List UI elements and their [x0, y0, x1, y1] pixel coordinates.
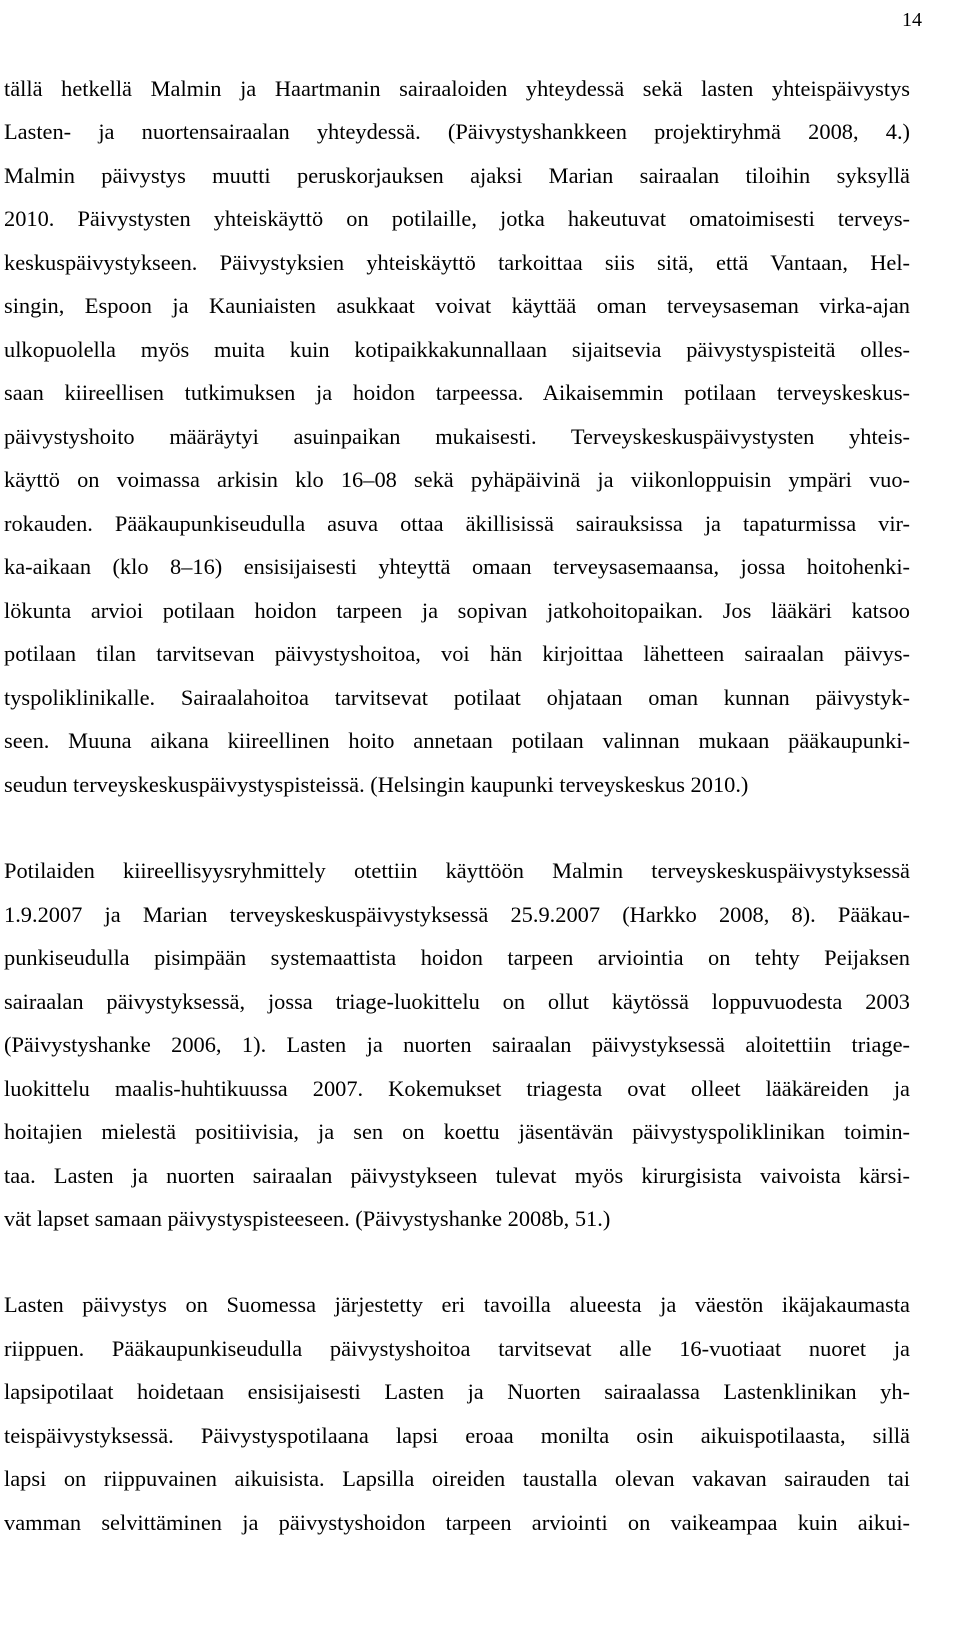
- text-line: vamman selvittäminen ja päivystyshoidon tarpeen arviointi on vaikeampaa kuin aikui-: [4, 1510, 910, 1535]
- text-line: potilaan tilan tarvitsevan päivystyshoitoa, voi hän kirjoittaa lähetteen sairaalan päivys-: [4, 641, 910, 666]
- text-line: päivystyshoito määräytyi asuinpaikan mukaisesti. Terveyskeskuspäivystysten yhteis-: [4, 424, 910, 449]
- text-line: ka-aikaan (klo 8–16) ensisijaisesti yhteyttä omaan terveysasemaansa, jossa hoitohenki-: [4, 554, 910, 579]
- text-line: teispäivystyksessä. Päivystyspotilaana lapsi eroaa monilta osin aikuispotilaasta, sillä: [4, 1423, 910, 1448]
- text-line: hoitajien mielestä positiivisia, ja sen on koettu jäsentävän päivystyspoliklinikan toimin-: [4, 1119, 910, 1144]
- text-line: seen. Muuna aikana kiireellinen hoito annetaan potilaan valinnan mukaan pääkaupunki-: [4, 728, 910, 753]
- text-line: Lasten päivystys on Suomessa järjestetty eri tavoilla alueesta ja väestön ikäjakaumasta: [4, 1292, 910, 1317]
- text-line: 1.9.2007 ja Marian terveyskeskuspäivystyksessä 25.9.2007 (Harkko 2008, 8). Pääkau-: [4, 902, 910, 927]
- text-line: lapsipotilaat hoidetaan ensisijaisesti Lasten ja Nuorten sairaalassa Lastenklinikan yh-: [4, 1379, 910, 1404]
- text-line: keskuspäivystykseen. Päivystyksien yhteiskäyttö tarkoittaa siis sitä, että Vantaan, Hel-: [4, 250, 910, 275]
- text-line: saan kiireellisen tutkimuksen ja hoidon tarpeessa. Aikaisemmin potilaan terveyskeskus-: [4, 380, 910, 405]
- text-line: ulkopuolella myös muita kuin kotipaikkakunnallaan sijaitsevia päivystyspisteitä olles-: [4, 337, 910, 362]
- text-line: lökunta arvioi potilaan hoidon tarpeen ja sopivan jatkohoitopaikan. Jos lääkäri katsoo: [4, 598, 910, 623]
- text-line: tyspoliklinikalle. Sairaalahoitoa tarvitsevat potilaat ohjataan oman kunnan päivystyk-: [4, 685, 910, 710]
- text-line: taa. Lasten ja nuorten sairaalan päivystykseen tulevat myös kirurgisista vaivoista kärsi-: [4, 1163, 910, 1188]
- text-line: Potilaiden kiireellisyysryhmittely otettiin käyttöön Malmin terveyskeskuspäivystyksessä: [4, 858, 910, 883]
- text-line: singin, Espoon ja Kauniaisten asukkaat voivat käyttää oman terveysaseman virka-ajan: [4, 293, 910, 318]
- text-line: Lasten- ja nuortensairaalan yhteydessä. (Päivystyshankkeen projektiryhmä 2008, 4.): [4, 119, 910, 144]
- text-line: sairaalan päivystyksessä, jossa triage-luokittelu on ollut käytössä loppuvuodesta 2003: [4, 989, 910, 1014]
- text-line: Malmin päivystys muutti peruskorjauksen ajaksi Marian sairaalan tiloihin syksyllä: [4, 163, 910, 188]
- text-line: riippuen. Pääkaupunkiseudulla päivystyshoitoa tarvitsevat alle 16-vuotiaat nuoret ja: [4, 1336, 910, 1361]
- text-line: seudun terveyskeskuspäivystyspisteissä. (Helsingin kaupunki terveyskeskus 2010.): [4, 772, 749, 797]
- text-line: vät lapset samaan päivystyspisteeseen. (Päivystyshanke 2008b, 51.): [4, 1206, 611, 1231]
- text-line: (Päivystyshanke 2006, 1). Lasten ja nuorten sairaalan päivystyksessä aloitettiin triage-: [4, 1032, 910, 1057]
- text-line: lapsi on riippuvainen aikuisista. Lapsilla oireiden taustalla olevan vakavan sairauden tai: [4, 1466, 910, 1491]
- text-line: luokittelu maalis-huhtikuussa 2007. Kokemukset triagesta ovat olleet lääkäreiden ja: [4, 1076, 910, 1101]
- text-line: tällä hetkellä Malmin ja Haartmanin sairaaloiden yhteydessä sekä lasten yhteispäivystys: [4, 76, 910, 101]
- page-number: 14: [902, 9, 922, 31]
- text-line: punkiseudulla pisimpään systemaattista hoidon tarpeen arviointia on tehty Peijaksen: [4, 945, 910, 970]
- text-line: 2010. Päivystysten yhteiskäyttö on potilaille, jotka hakeutuvat omatoimisesti terveys-: [4, 206, 910, 231]
- text-line: rokauden. Pääkaupunkiseudulla asuva ottaa äkillisissä sairauksissa ja tapaturmissa vir-: [4, 511, 910, 536]
- text-line: käyttö on voimassa arkisin klo 16–08 sekä pyhäpäivinä ja viikonloppuisin ympäri vuo-: [4, 467, 910, 492]
